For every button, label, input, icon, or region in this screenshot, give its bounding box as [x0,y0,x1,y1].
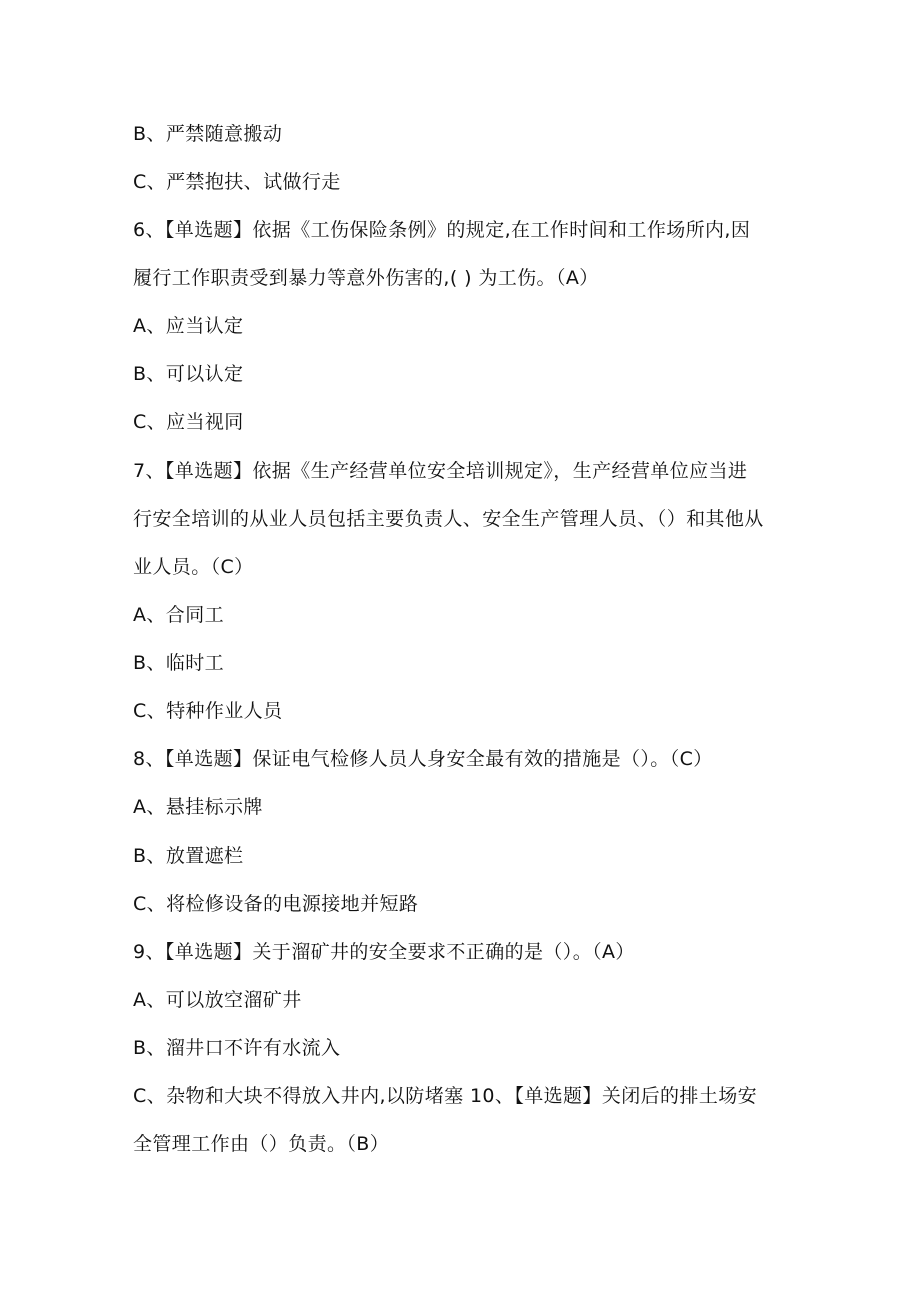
option-a-q7: A、合同工 [133,604,224,626]
option-c-q8: C、将检修设备的电源接地并短路 [133,893,419,915]
question-7-line-1: 7、【单选题】依据《生产经营单位安全培训规定》，生产经营单位应当进 [133,460,748,482]
question-9: 9、【单选题】关于溜矿井的安全要求不正确的是（）。（A） [133,941,635,963]
question-6-line-1: 6、【单选题】依据《工伤保险条例》的规定,在工作时间和工作场所内,因 [133,219,751,241]
question-6-line-2: 履行工作职责受到暴力等意外伤害的,( ) 为工伤。（A） [133,267,599,289]
question-10-line-2: 全管理工作由（）负责。（B） [133,1133,390,1155]
question-7-line-2: 行安全培训的从业人员包括主要负责人、安全生产管理人员、（）和其他从 [133,508,764,530]
option-a-q8: A、悬挂标示牌 [133,796,263,818]
option-b-q6: B、可以认定 [133,363,244,385]
question-8: 8、【单选题】保证电气检修人员人身安全最有效的措施是（）。（C） [133,748,713,770]
option-b-q9: B、溜井口不许有水流入 [133,1037,341,1059]
option-a-q9: A、可以放空溜矿井 [133,989,302,1011]
option-c-q7: C、特种作业人员 [133,700,283,722]
option-b-q8: B、放置遮栏 [133,845,244,867]
option-c-q9-and-question-10: C、杂物和大块不得放入井内,以防堵塞 10、【单选题】关闭后的排土场安 [133,1085,758,1107]
question-7-line-3: 业人员。（C） [133,556,254,578]
option-a-q6: A、应当认定 [133,315,244,337]
option-c-q6: C、应当视同 [133,411,244,433]
option-c-q5: C、严禁抱扶、试做行走 [133,171,341,193]
option-b-q5: B、严禁随意搬动 [133,123,283,145]
option-b-q7: B、临时工 [133,652,225,674]
